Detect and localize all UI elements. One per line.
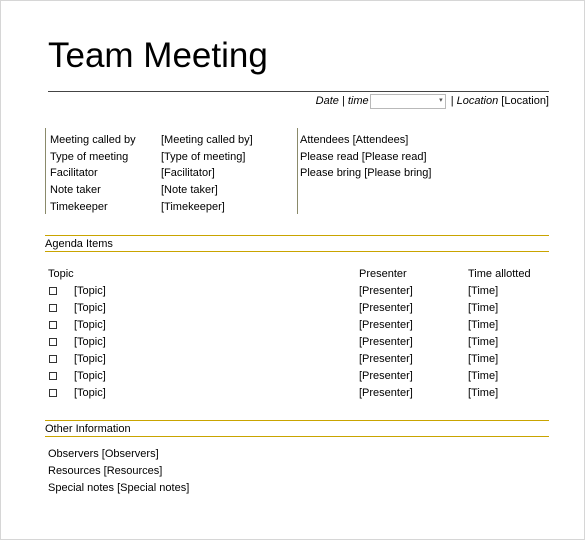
agenda-time[interactable]: [Time] bbox=[468, 302, 499, 314]
agenda-time[interactable]: [Time] bbox=[468, 370, 499, 382]
agenda-presenter[interactable]: [Presenter] bbox=[359, 285, 413, 297]
agenda-topic[interactable]: [Topic] bbox=[74, 353, 106, 365]
agenda-time[interactable]: [Time] bbox=[468, 285, 499, 297]
agenda-time[interactable]: [Time] bbox=[468, 319, 499, 331]
other-info-top-rule bbox=[45, 420, 549, 421]
topic-column-header: Topic bbox=[48, 268, 74, 280]
info-value[interactable]: [Facilitator] bbox=[161, 167, 215, 179]
checkbox[interactable] bbox=[49, 338, 57, 346]
dropdown-arrow-icon: ▾ bbox=[439, 96, 443, 104]
agenda-time[interactable]: [Time] bbox=[468, 336, 499, 348]
agenda-presenter[interactable]: [Presenter] bbox=[359, 319, 413, 331]
info-value[interactable]: [Timekeeper] bbox=[161, 201, 225, 213]
info-label: Type of meeting bbox=[50, 151, 129, 163]
agenda-presenter[interactable]: [Presenter] bbox=[359, 387, 413, 399]
agenda-topic[interactable]: [Topic] bbox=[74, 302, 106, 314]
info-value[interactable]: [Type of meeting] bbox=[161, 151, 246, 163]
agenda-presenter[interactable]: [Presenter] bbox=[359, 370, 413, 382]
please-bring-line[interactable]: Please bring [Please bring] bbox=[300, 167, 432, 179]
date-time-field[interactable] bbox=[370, 94, 446, 109]
agenda-row bbox=[48, 301, 549, 315]
meta-separator: | bbox=[447, 95, 457, 107]
resources-line[interactable]: Resources [Resources] bbox=[48, 465, 163, 477]
checkbox[interactable] bbox=[49, 287, 57, 295]
checkbox[interactable] bbox=[49, 304, 57, 312]
agenda-topic[interactable]: [Topic] bbox=[74, 319, 106, 331]
info-label: Timekeeper bbox=[50, 201, 108, 213]
info-value[interactable]: [Meeting called by] bbox=[161, 134, 253, 146]
checkbox[interactable] bbox=[49, 389, 57, 397]
agenda-topic[interactable]: [Topic] bbox=[74, 285, 106, 297]
date-label: Date bbox=[315, 95, 339, 107]
location-value[interactable]: [Location] bbox=[498, 95, 549, 107]
agenda-topic[interactable]: [Topic] bbox=[74, 370, 106, 382]
agenda-row bbox=[48, 318, 549, 332]
agenda-row bbox=[48, 352, 549, 366]
agenda-presenter[interactable]: [Presenter] bbox=[359, 353, 413, 365]
agenda-topic[interactable]: [Topic] bbox=[74, 387, 106, 399]
other-info-heading: Other Information bbox=[45, 423, 131, 435]
agenda-presenter[interactable]: [Presenter] bbox=[359, 336, 413, 348]
meta-separator: | bbox=[338, 95, 348, 107]
please-read-line[interactable]: Please read [Please read] bbox=[300, 151, 427, 163]
agenda-row bbox=[48, 386, 549, 400]
agenda-row bbox=[48, 335, 549, 349]
observers-line[interactable]: Observers [Observers] bbox=[48, 448, 159, 460]
agenda-time[interactable]: [Time] bbox=[468, 353, 499, 365]
document-title: Team Meeting bbox=[48, 36, 268, 75]
agenda-time[interactable]: [Time] bbox=[468, 387, 499, 399]
agenda-presenter[interactable]: [Presenter] bbox=[359, 302, 413, 314]
info-label: Facilitator bbox=[50, 167, 98, 179]
other-info-bottom-rule bbox=[45, 436, 549, 437]
checkbox[interactable] bbox=[49, 372, 57, 380]
meeting-info-block bbox=[45, 128, 298, 214]
info-value[interactable]: [Note taker] bbox=[161, 184, 218, 196]
location-label: Location bbox=[456, 95, 499, 107]
info-label: Note taker bbox=[50, 184, 101, 196]
title-divider bbox=[48, 91, 549, 92]
agenda-heading: Agenda Items bbox=[45, 238, 113, 250]
time-label: time bbox=[347, 95, 369, 107]
agenda-bottom-rule bbox=[45, 251, 549, 252]
agenda-topic[interactable]: [Topic] bbox=[74, 336, 106, 348]
presenter-column-header: Presenter bbox=[359, 268, 407, 280]
special-notes-line[interactable]: Special notes [Special notes] bbox=[48, 482, 190, 494]
attendees-line[interactable]: Attendees [Attendees] bbox=[300, 134, 409, 146]
time-column-header: Time allotted bbox=[468, 268, 531, 280]
info-label: Meeting called by bbox=[50, 134, 136, 146]
agenda-row bbox=[48, 284, 549, 298]
date-time-location-line bbox=[316, 93, 549, 109]
agenda-top-rule bbox=[45, 235, 549, 236]
agenda-row bbox=[48, 369, 549, 383]
checkbox[interactable] bbox=[49, 355, 57, 363]
checkbox[interactable] bbox=[49, 321, 57, 329]
